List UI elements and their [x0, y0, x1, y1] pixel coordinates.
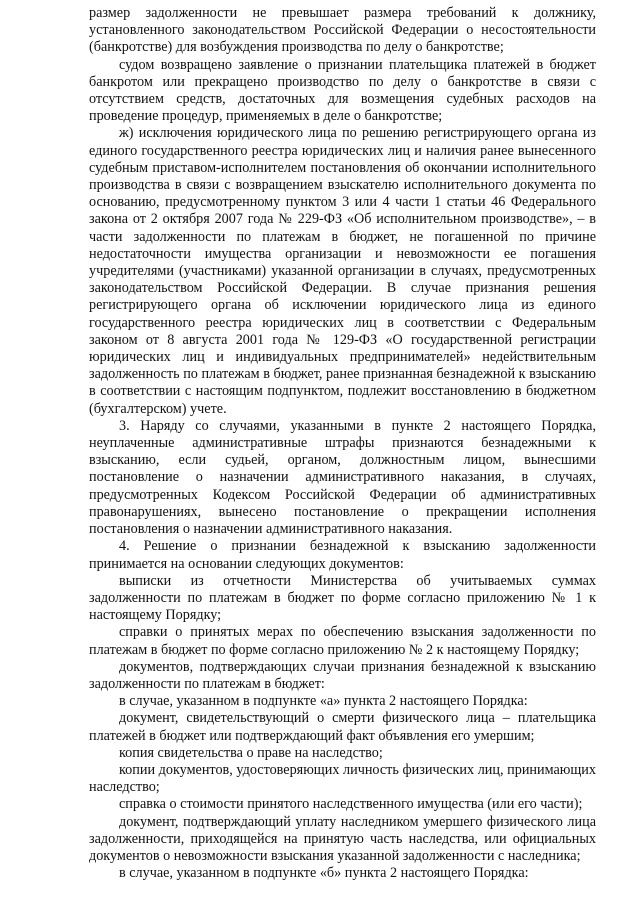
paragraph: в случае, указанном в подпункте «а» пункта 2 настоящего Порядка:	[119, 693, 528, 710]
paragraph: размер задолженности не превышает размера требований к должнику, установленного законодательством Российской Федерации о несостоятельности (банкротстве) для возбуждения производства по делу о банкротстве;	[89, 5, 596, 56]
paragraph: справка о стоимости принятого наследственного имущества (или его части);	[119, 796, 583, 813]
paragraph: 3. Наряду со случаями, указанными в пункте 2 настоящего Порядка, неуплаченные административные штрафы признаются безнадежными к взысканию, если судьей, органом, должностным лицом, вынесшими постановление о назначении административного наказания, в случаях, предусмотренных Кодексом Российской Федерации об административных правонарушениях, вынесено постановление о прекращении исполнения постановления о назначении административного наказания.	[89, 417, 596, 538]
paragraph: копии документов, удостоверяющих личность физических лиц, принимающих наследство;	[89, 761, 596, 796]
paragraph: документ, свидетельствующий о смерти физического лица – плательщика платежей в бюджет или подтверждающий факт объявления его умершим;	[89, 710, 596, 744]
paragraph: документов, подтверждающих случаи признания безнадежной к взысканию задолженности по платежам в бюджет:	[89, 658, 596, 692]
paragraph: в случае, указанном в подпункте «б» пункта 2 настоящего Порядка:	[119, 865, 529, 882]
paragraph: ж) исключения юридического лица по решению регистрирующего органа из единого государственного реестра юридических лиц и наличия ранее вынесенного судебным приставом-исполнителем постановления об окончании исполнительного производства в связи с возвращением взыскателю исполнительного документа по основанию, предусмотренному пунктом 3 или 4 части 1 статьи 46 Федерального закона от 2 октября 2007 года № 229-ФЗ «Об исполнительном производстве», – в части задолженности по платежам в бюджет, не погашенной по причине недостаточности имущества организации и невозможности ее погашения учредителями (участниками) указанной организации в случаях, предусмотренных законодательством Российской Федерации. В случае признания решения регистрирующего органа об исключении юридического лица из единого государственного реестра юридических лиц в соответствии с Федеральным законом от 8 августа 2001 года № 129-ФЗ «О государственной регистрации юридических лиц и индивидуальных предпринимателей» недействительным задолженность по платежам в бюджет, ранее признанная безнадежной к взысканию в соответствии с настоящим подпунктом, подлежит восстановлению в бюджетном (бухгалтерском) учете.	[89, 125, 596, 417]
paragraph: справки о принятых мерах по обеспечению взыскания задолженности по платежам в бюджет по форме согласно приложению № 2 к настоящему Порядку;	[89, 624, 596, 658]
paragraph: выписки из отчетности Министерства об учитываемых суммах задолженности по платежам в бюджет по форме согласно приложению № 1 к настоящему Порядку;	[89, 572, 596, 624]
paragraph: 4. Решение о признании безнадежной к взысканию задолженности принимается на основании следующих документов:	[89, 538, 596, 572]
paragraph: судом возвращено заявление о признании плательщика платежей в бюджет банкротом или прекращено производство по делу о банкротстве в связи с отсутствием средств, достаточных для возмещения судебных расходов на проведение процедур, применяемых в деле о банкротстве;	[89, 56, 596, 125]
paragraph: копия свидетельства о праве на наследство;	[119, 744, 383, 761]
paragraph: документ, подтверждающий уплату наследником умершего физического лица задолженности, приходящейся на принятую часть наследства, или официальных документов о невозможности взыскания указанной задолженности с наследника;	[89, 813, 596, 864]
